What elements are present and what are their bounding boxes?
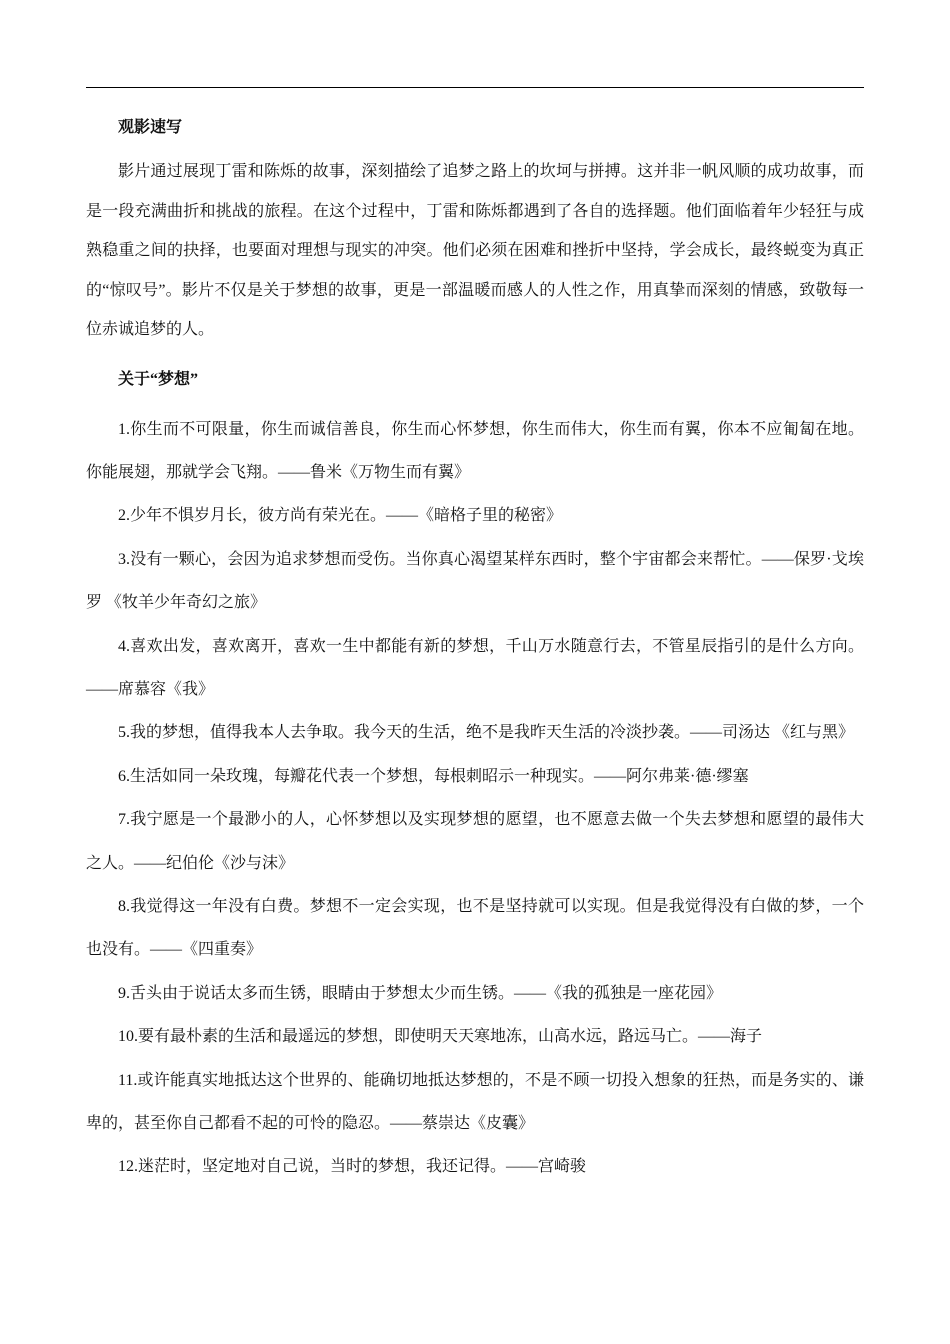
quote-item: 9.舌头由于说话太多而生锈，眼睛由于梦想太少而生锈。——《我的孤独是一座花园》 — [118, 984, 723, 1002]
section-film-review — [86, 112, 864, 350]
section-dream-quotes — [86, 364, 864, 1189]
quote-item: 8.我觉得这一年没有白费。梦想不一定会实现，也不是坚持就可以实现。但是我觉得没有白做的梦，一个也没有。——《四重奏》 — [86, 897, 864, 959]
quote-item: 11.或许能真实地抵达这个世界的、能确切地抵达梦想的，不是不顾一切投入想象的狂热，而是务实的、谦卑的，甚至你自己都看不起的可怜的隐忍。——蔡崇达《皮囊》 — [86, 1071, 864, 1132]
quote-item: 12.迷茫时，坚定地对自己说，当时的梦想，我还记得。——宫崎骏 — [118, 1158, 587, 1176]
quote-item: 5.我的梦想，值得我本人去争取。我今天的生活，绝不是我昨天生活的冷淡抄袭。——司汤达 《红与黑》 — [118, 724, 855, 742]
section-heading: 关于“梦想” — [118, 370, 199, 388]
quote-item: 6.生活如同一朵玫瑰，每瓣花代表一个梦想，每根刺昭示一种现实。——阿尔弗莱·德·缪塞 — [118, 767, 749, 785]
header-rule — [86, 87, 864, 88]
quote-item: 4.喜欢出发，喜欢离开，喜欢一生中都能有新的梦想，千山万水随意行去，不管星辰指引的是什么方向。——席慕容《我》 — [86, 637, 864, 698]
quote-item: 2.少年不惧岁月长，彼方尚有荣光在。——《暗格子里的秘密》 — [118, 507, 563, 525]
quote-item: 7.我宁愿是一个最渺小的人，心怀梦想以及实现梦想的愿望，也不愿意去做一个失去梦想和愿望的最伟大之人。——纪伯伦《沙与沫》 — [86, 811, 864, 872]
quote-item: 10.要有最朴素的生活和最遥远的梦想，即使明天天寒地冻，山高水远，路远马亡。——海子 — [118, 1028, 763, 1046]
document-body — [86, 112, 864, 1189]
paragraph: 影片通过展现丁雷和陈烁的故事，深刻描绘了追梦之路上的坎坷与拼搏。这并非一帆风顺的成功故事，而是一段充满曲折和挑战的旅程。在这个过程中，丁雷和陈烁都遇到了各自的选择题。他们面临着年少轻狂与成熟稳重之间的抉择，也要面对理想与现实的冲突。他们必须在困难和挫折中坚持，学会成长，最终蜕变为真正的“惊叹号”。影片不仅是关于梦想的故事，更是一部温暖而感人的人性之作，用真挚而深刻的情感，致敬每一位赤诚追梦的人。 — [86, 163, 864, 338]
section-heading: 观影速写 — [118, 119, 183, 136]
quote-item: 3.没有一颗心，会因为追求梦想而受伤。当你真心渴望某样东西时，整个宇宙都会来帮忙。——保罗·戈埃罗 《牧羊少年奇幻之旅》 — [86, 550, 864, 612]
quote-item: 1.你生而不可限量，你生而诚信善良，你生而心怀梦想，你生而伟大，你生而有翼，你本不应匍匐在地。你能展翅，那就学会飞翔。——鲁米《万物生而有翼》 — [86, 420, 864, 481]
